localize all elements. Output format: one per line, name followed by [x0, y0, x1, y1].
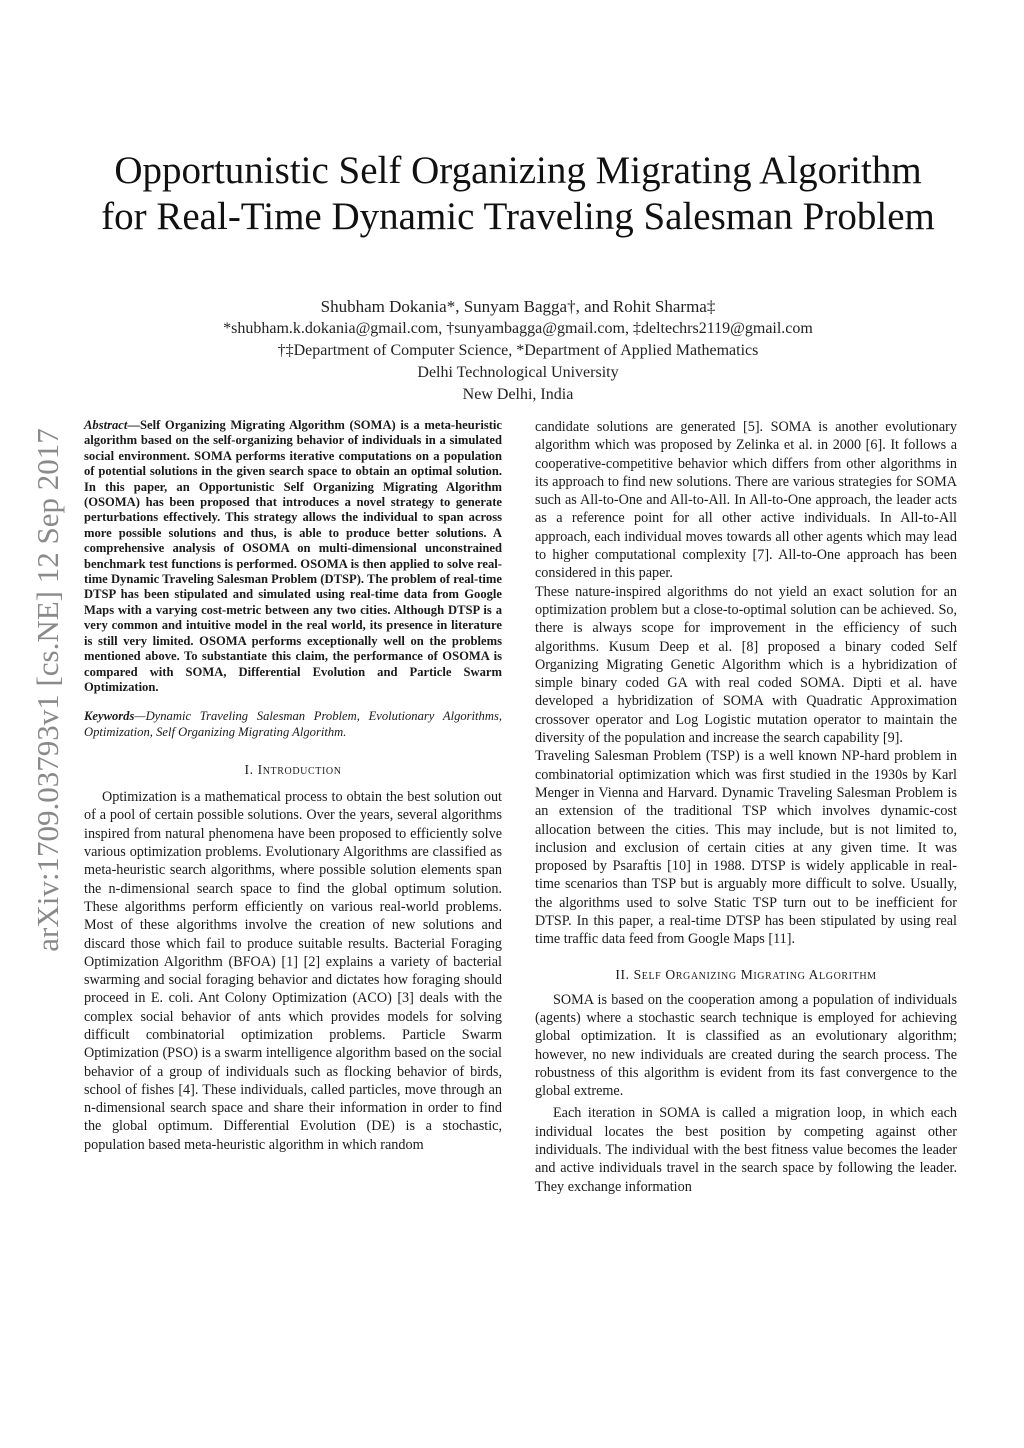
right-paragraph-3: Traveling Salesman Problem (TSP) is a well known NP-hard problem in combinatorial optimization which was first studied in the 1930s by Karl Menger in Vienna and Harvard. Dynamic Traveling Salesman Problem is an extension of the traditional TSP which involves dynamic-cost allocation between the cities. This may include, but is not limited to, inclusion and exclusion of certain cities at any given time. It was proposed by Psaraftis [10] in 1988. DTSP is widely applicable in real-time scenarios than TSP but is arguably more difficult to solve. Usually, the algorithms used to solve Static TSP turn out to be inefficient for DTSP. In this paper, a real-time DTSP has been stipulated by using real time traffic data feed from Google Maps [11]. [535, 748, 957, 948]
right-paragraph-2: These nature-inspired algorithms do not yield an exact solution for an optimization problem but a close-to-optimal solution can be achieved. So, there is always scope for improvement in the efficiency of such algorithms. Kusum Deep et al. [8] proposed a binary coded Self Organizing Migrating Genetic Algorithm which is a hybridization of simple binary coded GA with real coded SOMA. Dipti et al. have developed a hybridization of SOMA with Quadratic Approximation crossover operator and Log Logistic mutation operator to maintain the diversity of the population and increase the search capability [9]. [535, 583, 957, 747]
section-heading-soma: II. Self Organizing Migrating Algorithm [615, 966, 877, 982]
paper-title [60, 148, 976, 240]
keywords [84, 709, 502, 740]
title-line-1: Opportunistic Self Organizing Migrating Algorithm [114, 149, 922, 192]
soma-paragraph-1: SOMA is based on the cooperation among a population of individuals (agents) where a stochastic search technique is employed for achieving global optimization. It is classified as an evolutionary algorithm; however, no new individuals are created during the search process. The robustness of this algorithm is evident from its fast convergence to the global extreme. [535, 991, 957, 1100]
intro-paragraph: Optimization is a mathematical process to obtain the best solution out of a pool of certain possible solutions. Over the years, several algorithms inspired from natural phenomena have been proposed to efficiently solve various optimization problems. Evolutionary Algorithms are classified as meta-heuristic search algorithms, where possible solution elements span the n-dimensional search space to find the global optimum solution. These algorithms perform efficiently on various real-world problems. Most of these algorithms involve the creation of new solutions and discard those which fail to produce suitable results. Bacterial Foraging Optimization Algorithm (BFOA) [1] [2] explains a variety of bacterial swarming and social foraging behavior and dictates how foraging should proceed in E. coli. Ant Colony Optimization (ACO) [3] deals with the complex social behavior of ants which provides models for solving difficult combinatorial optimization problems. Particle Swarm Optimization (PSO) is a swarm intelligence algorithm based on the social behavior of a group of individuals such as flocking behavior of birds, school of fishes [4]. These individuals, called particles, move through an n-dimensional search space and share their information in order to find the global optimum. Differential Evolution (DE) is a stochastic, population based meta-heuristic algorithm in which random [84, 789, 502, 1153]
author-emails[interactable]: *shubham.k.dokania@gmail.com, †sunyambagga@gmail.com, ‡deltechrs2119@gmail.com [223, 320, 813, 337]
author-block [160, 296, 876, 406]
author-departments: †‡Department of Computer Science, *Department of Applied Mathematics [277, 342, 759, 359]
abstract-lead: Abstract [84, 418, 128, 432]
abstract [84, 418, 502, 695]
author-location: New Delhi, India [462, 386, 574, 403]
abstract-text: —Self Organizing Migrating Algorithm (SOMA) is a meta-heuristic algorithm based on the self-organizing behavior of individuals in a simulated social environment. SOMA performs iterative computations on a population of potential solutions in the given search space to obtain an optimal solution. In this paper, an Opportunistic Self Organizing Migrating Algorithm (OSOMA) has been proposed that introduces a novel strategy to generate perturbations effectively. This strategy allows the individual to span across more possible solutions and thus, is able to produce better solutions. A comprehensive analysis of OSOMA on multi-dimensional unconstrained benchmark test functions is performed. OSOMA is then applied to solve real-time Dynamic Traveling Salesman Problem (DTSP). The problem of real-time DTSP has been stipulated and simulated using real-time data from Google Maps with a varying cost-metric between any two cities. Although DTSP is a very common and intuitive model in the real world, its presence in literature is still very limited. OSOMA performs exceptionally well on the problems mentioned above. To substantiate this claim, the performance of OSOMA is compared with SOMA, Differential Evolution and Particle Swarm Optimization. [84, 418, 502, 694]
keywords-text: —Dynamic Traveling Salesman Problem, Evolutionary Algorithms, Optimization, Self Organizing Migrating Algorithm. [84, 709, 502, 739]
left-column [84, 418, 502, 1154]
section-heading-introduction: I. Introduction [244, 762, 342, 778]
arxiv-stamp: arXiv:1709.03793v1 [cs.NE] 12 Sep 2017 [30, 428, 65, 952]
author-names: Shubham Dokania*, Sunyam Bagga†, and Rohit Sharma‡ [320, 297, 716, 316]
soma-paragraph-2: Each iteration in SOMA is called a migration loop, in which each individual locates the best position by competing against other individuals. The individual with the best fitness value becomes the leader and active individuals travel in the search space by following the leader. They exchange information [535, 1105, 957, 1195]
keywords-lead: Keywords [84, 709, 135, 724]
right-column [535, 418, 957, 1196]
title-line-2: for Real-Time Dynamic Traveling Salesman Problem [101, 195, 935, 238]
author-university: Delhi Technological University [417, 364, 619, 381]
right-paragraph-1: candidate solutions are generated [5]. SOMA is another evolutionary algorithm which was proposed by Zelinka et al. in 2000 [6]. It follows a cooperative-competitive behavior which differs from other algorithms in its approach to find new solutions. There are various strategies for SOMA such as All-to-One and All-to-All. In All-to-One approach, the leader acts as a reference point for all other active individuals. In All-to-All approach, each individual moves towards all other agents which may lead to higher computational complexity [7]. All-to-One approach has been considered in this paper. [535, 419, 957, 582]
